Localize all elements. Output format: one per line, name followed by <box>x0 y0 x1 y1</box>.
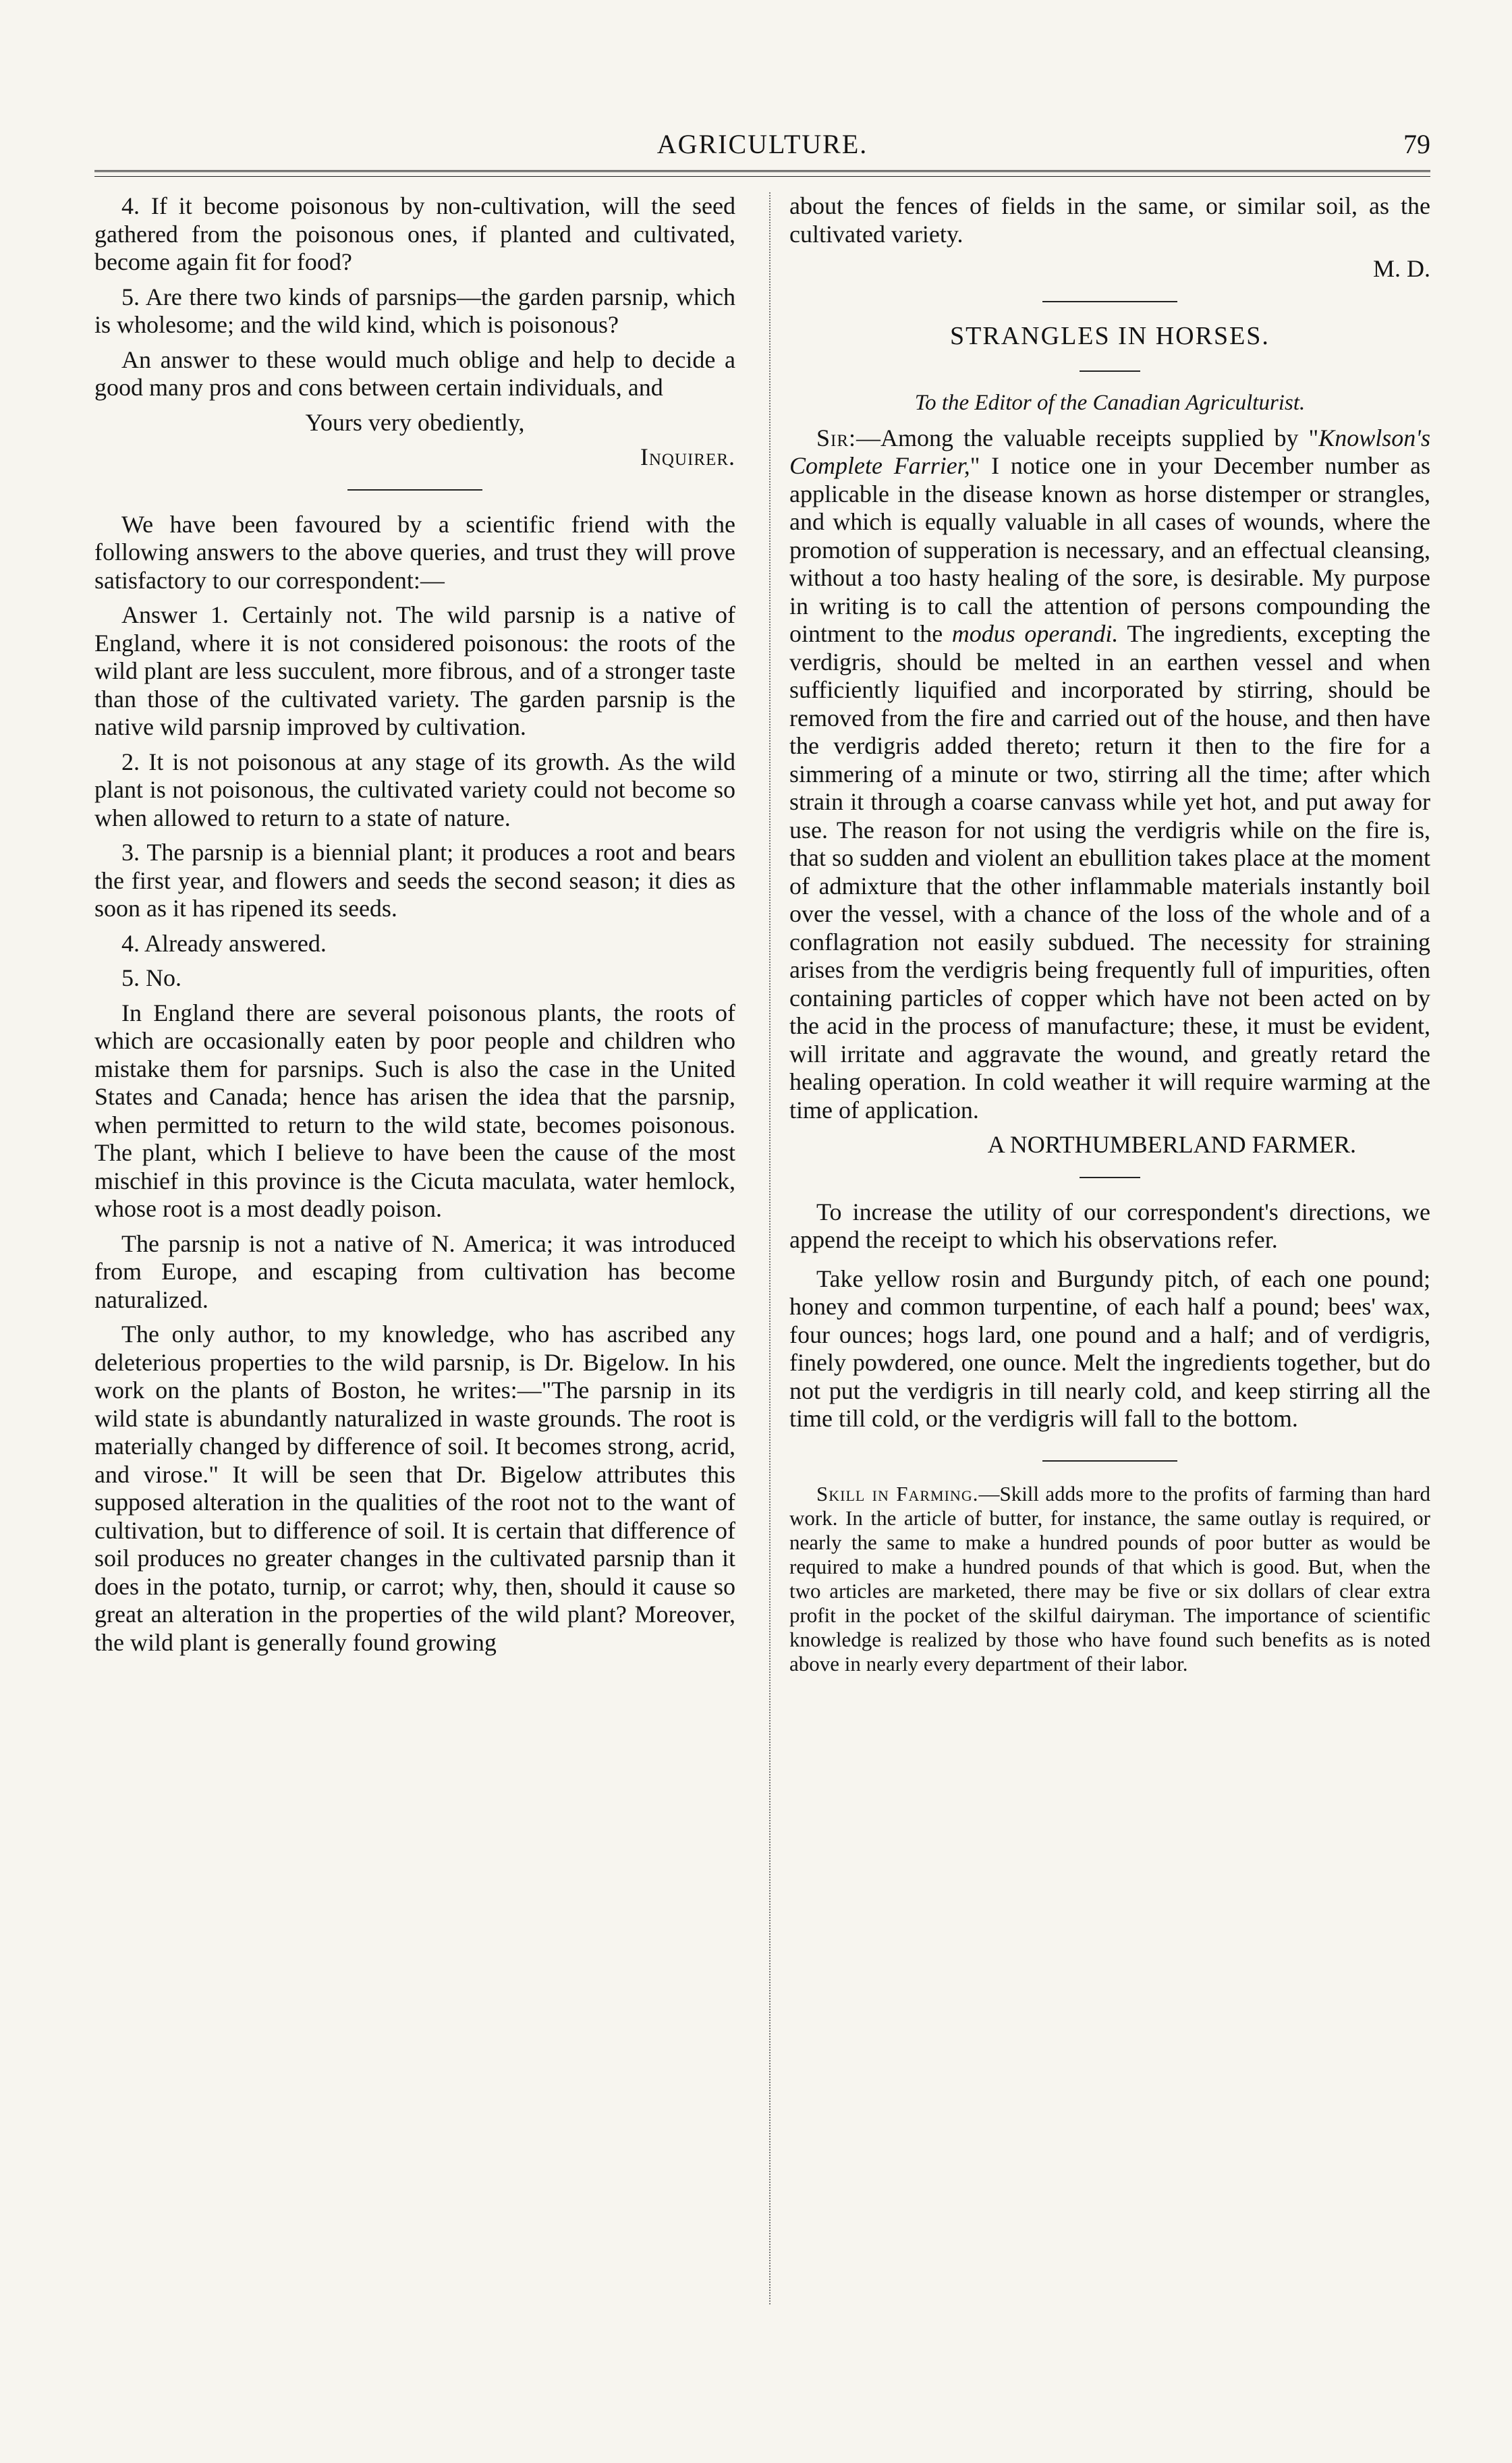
letter-closing: Yours very obediently, <box>305 408 525 436</box>
answer-paragraph: 4. Already answered. <box>121 929 327 957</box>
letter-dedication: To the Editor of the Canadian Agriculturist. <box>914 391 1306 415</box>
query-paragraph: 5. Are there two kinds of parsnips—the garden parsnip, which is wholesome; and the wild kind, which is poisonous? <box>94 283 735 338</box>
skill-body: —Skill adds more to the profits of farming than hard work. In the article of butter, for instance, the same outlay is required, or nearly the same to make a hundred pounds of poor butter as would be required to make a hundred pounds of that which is good. But, when the two articles are marketed, there may be five or six dollars of clear extra profit in the pocket of the skilful dairyman. The importance of scientific knowledge is realized by those who have found such benefits as is noted above in nearly every department of their labor. <box>789 1481 1430 1676</box>
editor-note: To increase the utility of our correspondent's directions, we append the receipt to which his observations refer. <box>789 1198 1430 1253</box>
letter-salutation: Sir: <box>816 424 857 451</box>
header-rule <box>94 170 1430 177</box>
query-paragraph: An answer to these would much oblige and help to decide a good many pros and cons between certain individuals, and <box>94 345 735 401</box>
skill-paragraph <box>789 1482 1430 1676</box>
letter-body <box>789 424 1430 1125</box>
section-divider <box>347 489 482 491</box>
skill-title: Skill in Farming. <box>816 1481 979 1505</box>
running-title: AGRICULTURE. <box>656 129 868 159</box>
title-rule <box>1080 370 1140 372</box>
receipt-paragraph: Take yellow rosin and Burgundy pitch, of each one pound; honey and common turpentine, of each half a pound; bees' wax, four ounces; hogs lard, one pound and a half; and of verdigris, finely powdered, one ounce. Melt the ingredients together, but do not put the verdigris in till nearly cold, and keep stirring all the time till cold, or the verdigris will fall to the bottom. <box>789 1265 1430 1432</box>
letter-signature: A NORTHUMBERLAND FARMER. <box>987 1131 1356 1158</box>
page-header <box>94 128 1430 169</box>
answer-paragraph: The only author, to my knowledge, who has ascribed any deleterious properties to the wild parsnip, is Dr. Bigelow. In his work on the plants of Boston, he writes:—"The parsnip in its wild state is abundantly naturalized in waste grounds. The root is materially changed by difference of soil. It becomes strong, acrid, and virose." It will be seen that Dr. Bigelow attributes this supposed alteration in the qualities of the root not to the want of cultivation, but to difference of soil. It is certain that difference of soil produces no greater changes in the cultivated parsnip than it does in the potato, turnip, or carrot; why, then, should it cause so great an alteration in the properties of the wild plant? Moreover, the wild plant is generally found growing <box>94 1321 735 1656</box>
query-paragraph: 4. If it become poisonous by non-cultivation, will the seed gathered from the poisonous ones, if planted and cultivated, become again fit for food? <box>94 192 735 275</box>
left-column <box>94 192 735 1663</box>
section-divider <box>1080 1177 1140 1178</box>
answer-paragraph: 5. No. <box>121 964 181 991</box>
letter-text: The ingredients, excepting the verdigris, should be melted in an earthen vessel and when sufficiently liquified and incorporated by stirring, should be removed from the fire and carried out of the house, and then have the verdigris added thereto; return it then to the fire for a simmering of a minute or two, stirring all the time; after which strain it through a coarse canvass while yet hot, and put away for use. The reason for not using the verdigris while on the fire is, that so sudden and violent an ebullition takes place at the moment of admixture that the other inflammable materials instantly boil over the vessel, with a chance of the loss of the whole and of a conflagration not easily subdued. The necessity for straining arises from the verdigris being frequently full of impurities, often containing particles of copper which have not been acted on by the acid in the process of manufacture; these, it must be evident, will irritate and aggravate the wound, and greatly retard the healing operation. In cold weather it will require warming at the time of application. <box>789 620 1431 1124</box>
article-title: STRANGLES IN HORSES. <box>950 321 1270 350</box>
section-divider <box>1042 301 1177 302</box>
continuation-signature: M. D. <box>1372 255 1430 282</box>
answer-paragraph: 3. The parsnip is a biennial plant; it produces a root and bears the first year, and flowers and seeds the second season; it dies as soon as it has ripened its seeds. <box>94 839 735 922</box>
letter-text: —Among the valuable receipts supplied by " <box>856 424 1319 451</box>
letter-text: " I notice one in your December number as applicable in the disease known as horse distemper or strangles, and which is equally valuable in all cases of wounds, where the promotion of supperation is necessary, and an effectual cleansing, without a too hasty healing of the sore, is desirable. My purpose in writing is to call the attention of persons compounding the ointment to the <box>789 452 1430 647</box>
continuation-paragraph: about the fences of fields in the same, or similar soil, as the cultivated variety. <box>789 192 1430 248</box>
right-column <box>789 192 1430 1683</box>
letter-modus: modus operandi. <box>951 620 1119 647</box>
answer-paragraph: The parsnip is not a native of N. America; it was introduced from Europe, and escaping from cultivation has become naturalized. <box>94 1229 735 1313</box>
letter-source: Knowlson's Complete Farrier, <box>789 424 1430 479</box>
letter-signature: Inquirer. <box>640 443 735 470</box>
answer-paragraph: Answer 1. Certainly not. The wild parsnip is a native of England, where it is not considered poisonous: the roots of the wild plant are less succulent, more fibrous, and of a stronger taste than those of the cultivated variety. The garden parsnip is the native wild parsnip improved by cultivation. <box>94 601 735 740</box>
section-divider <box>1042 1460 1177 1462</box>
page-number: 79 <box>1403 129 1430 159</box>
answer-paragraph: 2. It is not poisonous at any stage of its growth. As the wild plant is not poisonous, the cultivated variety could not become so when allowed to return to a state of nature. <box>94 748 735 831</box>
answer-paragraph: In England there are several poisonous plants, the roots of which are occasionally eaten by poor people and children who mistake them for parsnips. Such is also the case in the United States and Canada; hence has arisen the idea that the parsnip, when permitted to return to the wild state, becomes poisonous. The plant, which I believe to have been the cause of the most mischief in this province is the Cicuta maculata, water hemlock, whose root is a most deadly poison. <box>94 999 735 1222</box>
column-divider <box>769 192 771 2304</box>
answers-intro: We have been favoured by a scientific friend with the following answers to the above queries, and trust they will prove satisfactory to our correspondent:— <box>94 510 735 594</box>
